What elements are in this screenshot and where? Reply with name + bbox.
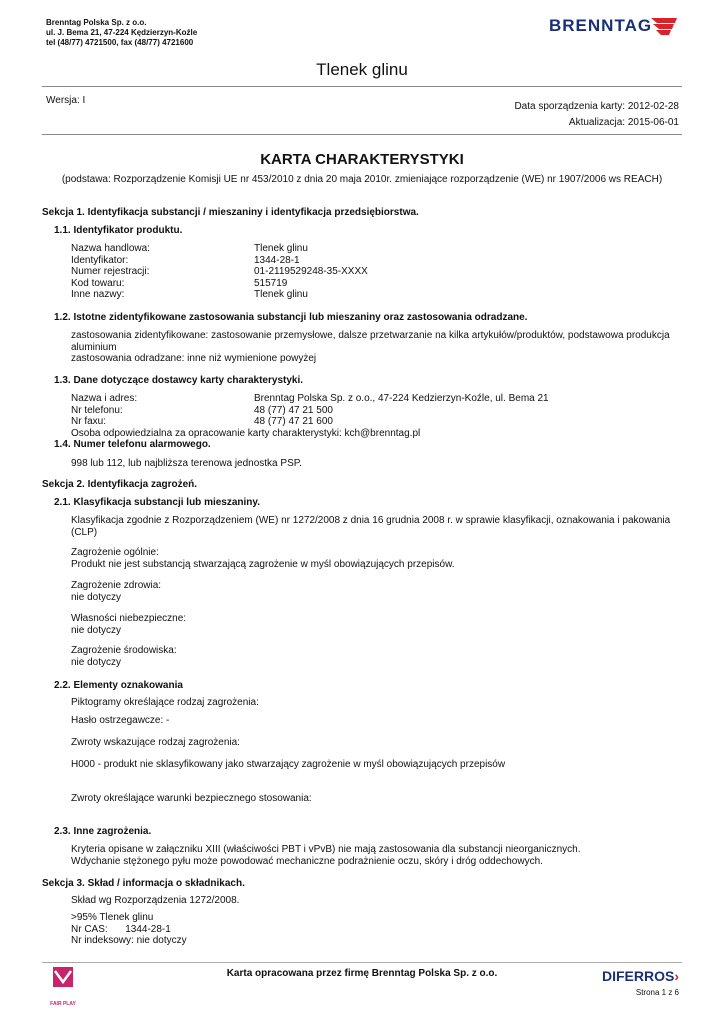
document-title: Tlenek glinu (316, 60, 408, 79)
section-1-title: Sekcja 1. Identyfikacja substancji / mieszaniny i identyfikacja przedsiębiorstwa. (42, 207, 419, 218)
date-created: Data sporządzenia karty: 2012-02-28 (514, 101, 679, 112)
composition-basis: Skład wg Rozporządzenia 1272/2008. (71, 895, 240, 906)
supplier-fax-value: 48 (77) 47 21 600 (254, 416, 333, 427)
general-hazard (71, 547, 455, 570)
trade-name-label: Nazwa handlowa: (71, 243, 150, 254)
supplier-address-value: Brenntag Polska Sp. z o.o., 47-224 Kedzierzyn-Koźle, ul. Bema 21 (254, 393, 549, 404)
version-label: Wersja: I (46, 95, 86, 106)
component-name: >95% Tlenek glinu (71, 912, 154, 923)
section-2-1-title: 2.1. Klasyfikacja substancji lub mieszaniny. (54, 497, 261, 508)
registration-value: 01-2119529248-35-XXXX (254, 266, 368, 277)
other-names-label: Inne nazwy: (71, 289, 125, 300)
company-street: ul. J. Bema 21, 47-224 Kędzierzyn-Koźle (46, 28, 198, 37)
dates-divider (42, 134, 682, 135)
main-title: KARTA CHARAKTERYSTYKI (260, 151, 464, 168)
product-labels (71, 243, 150, 301)
supplier-phone-value: 48 (77) 47 21 500 (254, 404, 333, 416)
environment-hazard-value: nie dotyczy (71, 656, 122, 668)
section-1-1-title: 1.1. Identyfikator produktu. (54, 225, 183, 236)
general-hazard-label: Zagrożenie ogólnie: (71, 547, 159, 558)
section-2-title: Sekcja 2. Identyfikacja zagrożeń. (42, 479, 198, 490)
footer-divider (42, 962, 682, 963)
section-1-2-title: 1.2. Istotne zidentyfikowane zastosowania substancji lub mieszaniny oraz zastosowania odradzane. (54, 312, 528, 323)
advised-against-uses: zastosowania odradzane: inne niż wymienione powyżej (71, 353, 317, 364)
precautionary-statements-label: Zwroty określające warunki bezpiecznego stosowania: (71, 793, 312, 804)
index-number: Nr indeksowy: nie dotyczy (71, 935, 187, 946)
diferros-arrow-icon: › (674, 968, 679, 984)
dangerous-properties (71, 613, 186, 636)
h000-statement: H000 - produkt nie sklasyfikowany jako stwarzający zagrożenie w myśl obowiązujących przepisów (71, 759, 506, 770)
section-1-4-title: 1.4. Numer telefonu alarmowego. (54, 439, 211, 450)
hazard-statements-label: Zwroty wskazujące rodzaj zagrożenia: (71, 737, 240, 748)
dangerous-properties-value: nie dotyczy (71, 624, 122, 636)
trade-name-value: Tlenek glinu (254, 243, 308, 254)
brenntag-logo (549, 14, 679, 38)
other-names-value: Tlenek glinu (254, 289, 308, 300)
cas-value: 1344-28-1 (125, 923, 171, 935)
signal-word: Hasło ostrzegawcze: - (71, 715, 170, 726)
product-values (254, 243, 368, 301)
company-phone: tel (48/77) 4721500, fax (48/77) 4721600 (46, 38, 194, 47)
diferros-logo-text: DIFERROS (601, 968, 675, 984)
identified-uses: zastosowania zidentyfikowane: zastosowanie przemysłowe, dalsze przetwarzanie na kilka artykułów/produktów, podstawowa produkcja (71, 330, 670, 341)
cas-label: Nr CAS: (71, 923, 108, 935)
cas-number-row (71, 924, 187, 936)
pbt-vpvb-text: Kryteria opisane w załączniku XIII (właściwości PBT i vPvB) nie mają zastosowania dla substancji nieorganicznych. (71, 844, 581, 855)
uses-text (71, 330, 670, 365)
section-2-2-title: 2.2. Elementy oznakowania (54, 680, 183, 691)
clp-line: Klasyfikacja zgodnie z Rozporządzeniem (WE) nr 1272/2008 z dnia 16 grudnia 2008 r. w sprawie klasyfikacji, oznakowania i pakowania (71, 515, 671, 526)
company-name: Brenntag Polska Sp. z o.o. (46, 18, 147, 27)
dust-inhalation-text: Wdychanie stężonego pyłu może powodować mechaniczne podrażnienie oczu, skóry i dróg oddechowych. (71, 855, 543, 867)
emergency-number: 998 lub 112, lub najbliższa terenowa jednostka PSP. (71, 458, 302, 469)
other-hazards (71, 844, 580, 867)
dates-block (514, 99, 679, 131)
general-hazard-value: Produkt nie jest substancją stwarzającą zagrożenie w myśl obowiązujących przepisów. (71, 558, 455, 570)
section-3-title: Sekcja 3. Skład / informacja o składnikach. (42, 878, 245, 889)
supplier-fax-label: Nr faxu: (71, 416, 107, 427)
supplier-labels (71, 393, 137, 428)
product-code-value: 515719 (254, 277, 288, 289)
footer-text: Karta opracowana przez firmę Brenntag Polska Sp. z o.o. (226, 968, 498, 979)
environment-hazard-label: Zagrożenie środowiska: (71, 645, 177, 656)
header-divider (42, 86, 682, 87)
brenntag-swoosh-icon (649, 15, 679, 37)
environment-hazard (71, 645, 177, 668)
section-2-3-title: 2.3. Inne zagrożenia. (54, 826, 152, 837)
fair-play-text: FAIR PLAY (50, 1001, 76, 1007)
section-1-3-title: 1.3. Dane dotyczące dostawcy karty charakterystyki. (54, 375, 304, 386)
health-hazard-value: nie dotyczy (71, 591, 122, 603)
pictograms-text: Piktogramy określające rodzaj zagrożenia: (71, 697, 259, 708)
product-code-label: Kod towaru: (71, 277, 125, 289)
health-hazard (71, 580, 161, 603)
supplier-values (254, 393, 549, 428)
health-hazard-label: Zagrożenie zdrowia: (71, 580, 162, 591)
regulation-basis: (podstawa: Rozporządzenie Komisji UE nr 453/2010 z dnia 20 maja 2010r. zmieniające rozporządzenie (WE) nr 1907/2006 ws REACH) (61, 174, 663, 185)
identifier-value: 1344-28-1 (254, 254, 300, 266)
supplier-address-label: Nazwa i adres: (71, 393, 138, 404)
supplier-phone-label: Nr telefonu: (71, 404, 123, 416)
registration-label: Numer rejestracji: (71, 266, 150, 277)
composition-list (71, 912, 187, 947)
dangerous-properties-label: Własności niebezpieczne: (71, 613, 187, 624)
company-address (46, 18, 197, 48)
clp-line-cont: (CLP) (71, 526, 98, 538)
date-updated: Aktualizacja: 2015-06-01 (568, 117, 679, 128)
page-number: Strona 1 z 6 (635, 988, 679, 997)
brenntag-logo-text: BRENNTAG (549, 16, 653, 35)
identified-uses-cont: aluminium (71, 341, 117, 353)
identifier-label: Identyfikator: (71, 254, 129, 266)
responsible-person: Osoba odpowiedzialna za opracowanie karty charakterystyki: kch@brenntag.pl (71, 428, 421, 439)
clp-classification (71, 515, 670, 538)
diferros-logo (602, 968, 679, 984)
